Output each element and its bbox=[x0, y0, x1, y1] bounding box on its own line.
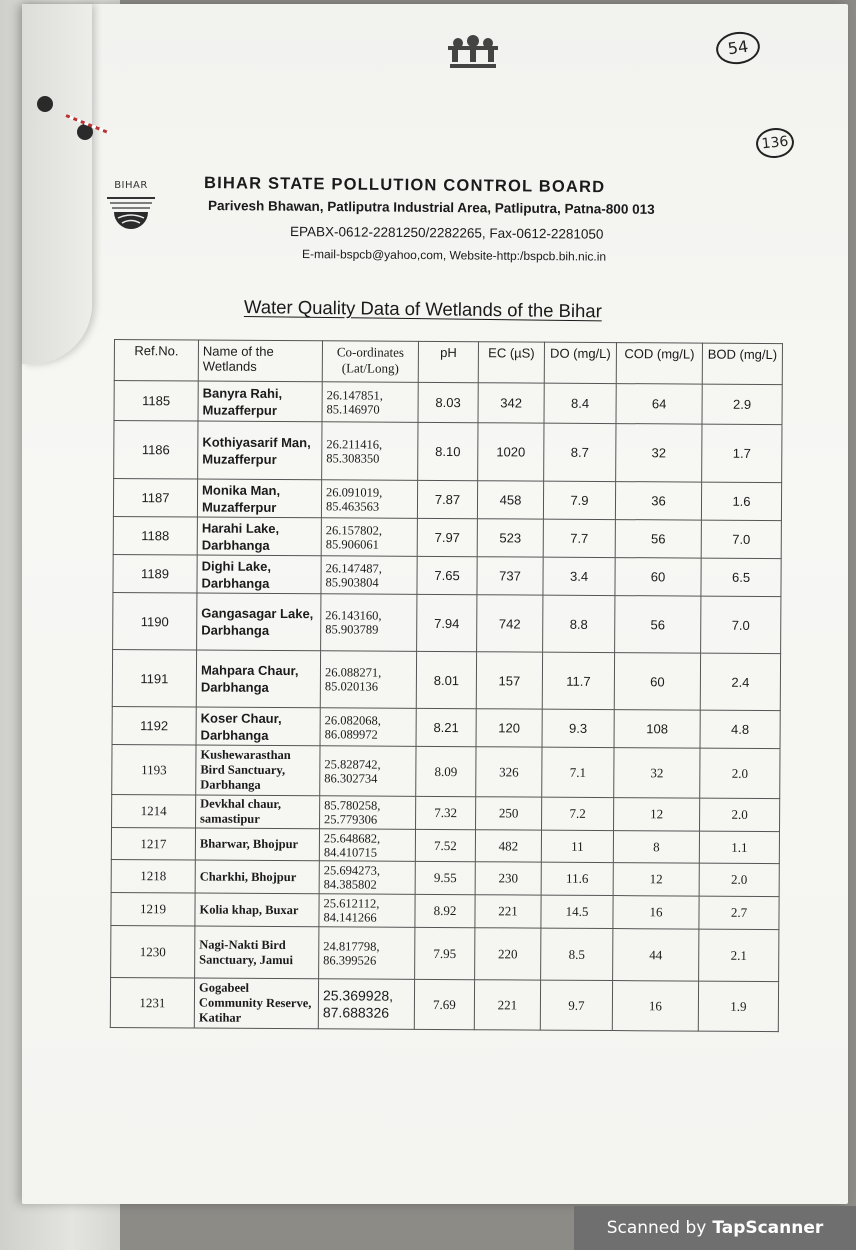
cell-bod: 7.0 bbox=[701, 520, 781, 558]
cell-do: 7.1 bbox=[542, 747, 614, 797]
cell-coord: 26.088271, 85.020136 bbox=[320, 651, 416, 709]
cell-ph: 8.01 bbox=[416, 651, 476, 708]
cell-cod: 44 bbox=[613, 929, 699, 982]
table-row bbox=[112, 794, 780, 831]
cell-ec: 737 bbox=[477, 557, 543, 595]
cell-cod: 60 bbox=[614, 653, 700, 711]
cell-bod: 2.9 bbox=[702, 384, 782, 424]
cell-ec: 230 bbox=[475, 862, 541, 895]
cell-ref: 1193 bbox=[112, 744, 196, 795]
cell-bod: 1.7 bbox=[702, 424, 782, 482]
table-row bbox=[110, 977, 778, 1031]
cell-coord: 25.828742, 86.302734 bbox=[320, 746, 416, 797]
cell-bod: 2.0 bbox=[699, 863, 779, 896]
cell-name: Harahi Lake, Darbhanga bbox=[197, 517, 321, 556]
cell-name: Devkhal chaur, samastipur bbox=[196, 795, 320, 829]
cell-ph: 7.94 bbox=[417, 594, 477, 651]
cell-cod: 16 bbox=[613, 896, 699, 930]
cell-ph: 9.55 bbox=[415, 861, 475, 894]
cell-ph: 7.95 bbox=[415, 927, 475, 979]
bspcb-logo bbox=[104, 172, 158, 238]
organization-address: Parivesh Bhawan, Patliputra Industrial Area, Patliputra, Patna-800 013 bbox=[207, 198, 655, 217]
cell-ph: 8.10 bbox=[418, 422, 478, 480]
cell-ref: 1187 bbox=[113, 479, 197, 518]
document-page bbox=[22, 4, 848, 1204]
document-title: Water Quality Data of Wetlands of the Bihar bbox=[243, 296, 602, 322]
cell-name: Gangasagar Lake, Darbhanga bbox=[197, 593, 321, 651]
cell-do: 14.5 bbox=[541, 895, 613, 928]
table-row bbox=[114, 381, 782, 425]
cell-ec: 326 bbox=[476, 747, 542, 797]
cell-name: Bharwar, Bhojpur bbox=[195, 828, 319, 861]
table-row bbox=[113, 554, 781, 596]
cell-bod: 1.6 bbox=[701, 482, 781, 520]
scanner-prefix: Scanned by bbox=[606, 1218, 707, 1238]
cell-coord: 25.694273, 84.385802 bbox=[319, 861, 415, 895]
page-number-stamp-2: 136 bbox=[755, 126, 796, 160]
organization-name: BIHAR STATE POLLUTION CONTROL BOARD bbox=[203, 174, 606, 197]
table-row bbox=[113, 592, 781, 653]
cell-name: Koser Chaur, Darbhanga bbox=[196, 707, 320, 746]
cell-ec: 220 bbox=[475, 928, 541, 980]
cell-do: 9.3 bbox=[542, 709, 614, 747]
cell-coord: 26.143160, 85.903789 bbox=[321, 594, 417, 652]
cell-do: 9.7 bbox=[540, 980, 612, 1030]
cell-cod: 64 bbox=[616, 384, 702, 425]
cell-coord: 25.648682, 84.410715 bbox=[319, 829, 415, 862]
col-cod-header: COD (mg/L) bbox=[616, 343, 702, 385]
cell-ec: 221 bbox=[474, 980, 540, 1030]
cell-coord: 26.157802, 85.906061 bbox=[321, 518, 417, 557]
cell-ref: 1231 bbox=[110, 977, 194, 1028]
table-row bbox=[113, 516, 781, 558]
cell-bod: 2.0 bbox=[700, 798, 780, 831]
cell-ph: 8.21 bbox=[416, 708, 476, 746]
cell-ref: 1230 bbox=[111, 925, 195, 978]
cell-do: 7.2 bbox=[542, 797, 614, 830]
cell-coord: 26.147487, 85.903804 bbox=[321, 556, 417, 595]
cell-name: Mahpara Chaur, Darbhanga bbox=[196, 650, 320, 708]
cell-bod: 7.0 bbox=[701, 596, 781, 653]
col-do-header: DO (mg/L) bbox=[544, 342, 616, 383]
cell-cod: 32 bbox=[616, 424, 702, 483]
cell-ref: 1191 bbox=[112, 649, 196, 707]
folded-flap bbox=[22, 4, 92, 364]
cell-ec: 120 bbox=[476, 709, 542, 747]
cell-cod: 16 bbox=[612, 981, 698, 1032]
cell-do: 11.7 bbox=[542, 652, 614, 709]
cell-ref: 1188 bbox=[113, 516, 197, 555]
cell-coord: 26.211416, 85.308350 bbox=[322, 422, 418, 481]
cell-cod: 36 bbox=[615, 482, 701, 521]
cell-cod: 60 bbox=[615, 558, 701, 597]
cell-ec: 482 bbox=[475, 830, 541, 862]
cell-do: 3.4 bbox=[543, 557, 615, 595]
cell-name: Nagi-Nakti Bird Sanctuary, Jamui bbox=[195, 926, 319, 979]
cell-cod: 108 bbox=[614, 710, 700, 749]
cell-bod: 2.4 bbox=[700, 653, 780, 710]
scanner-watermark bbox=[574, 1206, 856, 1250]
organization-email-website: E-mail-bspcb@yahoo,com, Website-http:/bspcb.bih.nic.in bbox=[301, 247, 607, 264]
col-ref-header: Ref.No. bbox=[114, 340, 198, 382]
cell-do: 11 bbox=[541, 830, 613, 862]
table-row bbox=[114, 421, 782, 483]
cell-bod: 2.7 bbox=[699, 896, 779, 929]
cell-name: Kolia khap, Buxar bbox=[195, 893, 319, 927]
cell-do: 8.4 bbox=[544, 383, 616, 423]
cell-ph: 7.87 bbox=[417, 480, 477, 518]
table-row bbox=[111, 925, 779, 981]
cell-cod: 56 bbox=[615, 520, 701, 559]
cell-bod: 6.5 bbox=[701, 558, 781, 596]
table-row bbox=[112, 706, 780, 748]
cell-ref: 1218 bbox=[111, 859, 195, 893]
col-bod-header: BOD (mg/L) bbox=[702, 343, 782, 384]
cell-coord: 26.082068, 86.089972 bbox=[320, 708, 416, 747]
punch-hole bbox=[37, 96, 53, 112]
cell-ec: 157 bbox=[476, 652, 542, 709]
cell-name: Charkhi, Bhojpur bbox=[195, 860, 319, 894]
cell-coord: 85.780258, 25.779306 bbox=[320, 796, 416, 830]
cell-name: Kushewarasthan Bird Sanctuary, Darbhanga bbox=[196, 745, 320, 796]
cell-ph: 7.65 bbox=[417, 556, 477, 594]
cell-do: 8.5 bbox=[541, 928, 613, 980]
cell-name: Banyra Rahi, Muzafferpur bbox=[198, 381, 322, 422]
table-row bbox=[112, 744, 780, 798]
cell-coord: 25.612112, 84.141266 bbox=[319, 894, 415, 928]
col-ph-header: pH bbox=[418, 341, 478, 382]
cell-ec: 250 bbox=[476, 797, 542, 830]
cell-bod: 1.1 bbox=[699, 831, 779, 863]
scanner-brand: TapScanner bbox=[712, 1218, 824, 1238]
logo-emblem-icon bbox=[104, 194, 158, 236]
table-row bbox=[111, 859, 779, 896]
cell-bod: 2.1 bbox=[699, 929, 779, 981]
organization-phone: EPABX-0612-2281250/2282265, Fax-0612-2281050 bbox=[289, 224, 604, 242]
cell-ref: 1185 bbox=[114, 381, 198, 422]
cell-ph: 8.92 bbox=[415, 894, 475, 927]
cell-ref: 1219 bbox=[111, 892, 195, 926]
cell-ec: 458 bbox=[477, 481, 543, 519]
cell-ref: 1186 bbox=[114, 421, 198, 480]
table-row bbox=[111, 827, 779, 863]
cell-ref: 1189 bbox=[113, 554, 197, 593]
cell-cod: 8 bbox=[613, 831, 699, 864]
cell-ref: 1190 bbox=[113, 592, 197, 650]
cell-cod: 56 bbox=[615, 596, 701, 654]
cell-name: Gogabeel Community Reserve, Katihar bbox=[194, 978, 318, 1029]
cell-ref: 1192 bbox=[112, 706, 196, 745]
cell-do: 8.8 bbox=[543, 595, 615, 652]
cell-ph: 7.69 bbox=[414, 979, 474, 1029]
cell-coord: 25.369928, 87.688326 bbox=[318, 979, 414, 1030]
cell-ph: 7.32 bbox=[416, 796, 476, 829]
table-row bbox=[113, 479, 781, 521]
cell-ph: 7.52 bbox=[415, 829, 475, 861]
logo-label: BIHAR bbox=[114, 180, 148, 191]
cell-do: 7.9 bbox=[543, 481, 615, 519]
cell-do: 11.6 bbox=[541, 862, 613, 895]
cell-cod: 12 bbox=[614, 798, 700, 832]
table-row bbox=[112, 649, 780, 710]
water-quality-table bbox=[110, 339, 783, 1032]
cell-name: Monika Man, Muzafferpur bbox=[197, 479, 321, 518]
cell-coord: 26.091019, 85.463563 bbox=[321, 480, 417, 519]
cell-ec: 742 bbox=[477, 595, 543, 652]
cell-bod: 1.9 bbox=[698, 981, 778, 1031]
cell-bod: 2.0 bbox=[700, 748, 780, 798]
government-emblem-icon bbox=[442, 34, 504, 74]
cell-ec: 523 bbox=[477, 519, 543, 557]
cell-ref: 1217 bbox=[111, 827, 195, 860]
cell-bod: 4.8 bbox=[700, 710, 780, 748]
col-ec-header: EC (µS) bbox=[478, 342, 544, 383]
col-coord-header: Co-ordinates (Lat/Long) bbox=[322, 341, 418, 383]
cell-do: 8.7 bbox=[544, 423, 616, 481]
cell-ec: 342 bbox=[478, 383, 544, 423]
cell-ph: 8.03 bbox=[418, 382, 478, 422]
cell-name: Kothiyasarif Man, Muzafferpur bbox=[198, 421, 322, 480]
table-row bbox=[111, 892, 779, 929]
cell-ph: 8.09 bbox=[416, 746, 476, 796]
cell-ph: 7.97 bbox=[417, 518, 477, 556]
cell-name: Dighi Lake, Darbhanga bbox=[197, 555, 321, 594]
page-number-stamp: 54 bbox=[714, 29, 762, 67]
cell-cod: 12 bbox=[613, 863, 699, 897]
cell-ec: 221 bbox=[475, 895, 541, 928]
cell-coord: 26.147851, 85.146970 bbox=[322, 382, 418, 423]
cell-do: 7.7 bbox=[543, 519, 615, 557]
cell-ec: 1020 bbox=[478, 423, 544, 481]
cell-cod: 32 bbox=[614, 748, 700, 799]
cell-coord: 24.817798, 86.399526 bbox=[319, 927, 415, 980]
col-name-header: Name of the Wetlands bbox=[198, 340, 322, 382]
table-header-row bbox=[114, 340, 782, 385]
cell-ref: 1214 bbox=[112, 794, 196, 828]
